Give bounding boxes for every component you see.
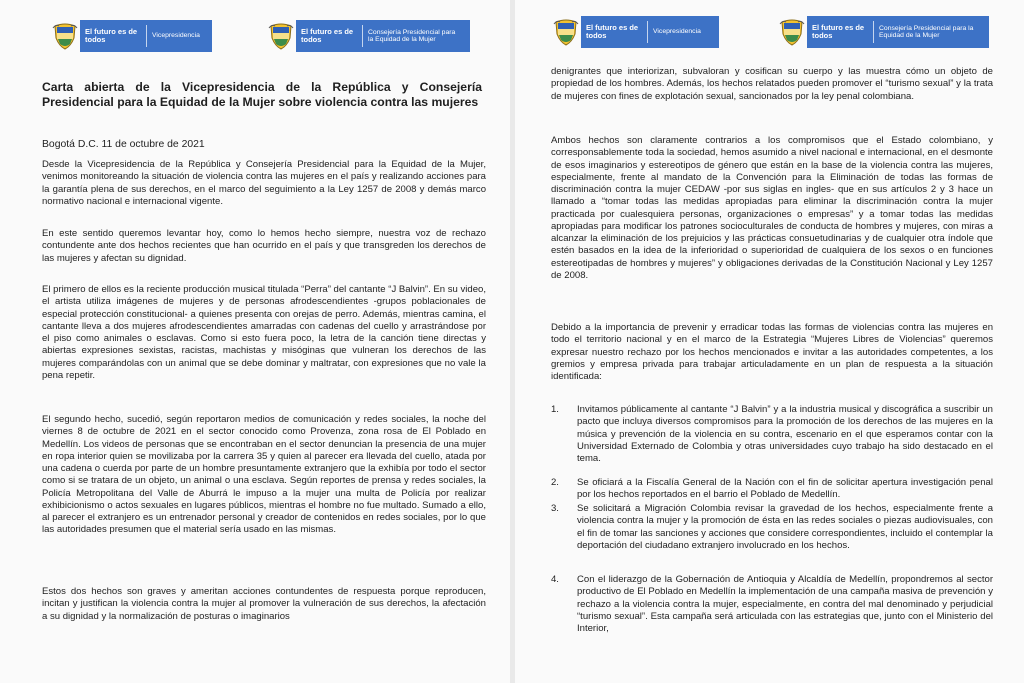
letter-title: Carta abierta de la Vicepresidencia de la República y Consejería Presidencial para la Equidad de la Mujer sobre violencia contra las mujeres bbox=[42, 80, 482, 109]
logo-entity-name: Consejería Presidencial para la Equidad de la Mujer bbox=[368, 28, 456, 43]
list-number: 4. bbox=[551, 574, 559, 585]
letter-date: Bogotá D.C. 11 de octubre de 2021 bbox=[42, 139, 205, 150]
paragraph: El segundo hecho, sucedió, según reportaron medios de comunicación y redes sociales, la noche del viernes 8 de octubre de 2021 en el sector conocido como Provenza, zona rosa de El Poblado en Medellín. Los videos de personas que se encontraban en el sector denuncian la presencia de una mujer en ropa interior quien se movilizaba por la carrera 35 y quien al parecer era llevada del cuello, atada por una cadena o cuerda por parte de un hombre presuntamente extranjero que la exhibía por todo el sector como si se tratara de un objeto, un animal o una esclava. Según reportes de prensa y redes sociales, la Policía Metropolitana del Valle de Aburrá le impuso a la mujer una multa de Policía por realizar exhibicionismo o actos sexuales en lugares públicos, mientras el hombre no fue multado. Sumado a ello, al parecer el extranjero es un entrenador personal y creador de contenidos en redes sociales, por lo que las autoridades presumen que el material sería usado en las mismas. bbox=[42, 414, 486, 536]
consejeria-logo bbox=[777, 16, 989, 48]
list-text: Con el liderazgo de la Gobernación de Antioquia y Alcaldía de Medellín, propondremos al sector productivo de El Poblado en Medellín la implementación de una campaña masiva de prevención y rechazo a la violencia contra la mujer, especialmente, en contra del mal denominado y perjudicial “turismo sexual”. Esta campaña será articulada con las estrategias que, junto con el Ministerio del Interior, bbox=[577, 574, 993, 634]
letter-page-1 bbox=[0, 0, 510, 683]
vicepresidencia-logo bbox=[551, 16, 719, 48]
letter-page-2 bbox=[515, 0, 1024, 683]
list-number: 2. bbox=[551, 477, 559, 488]
colombia-coat-of-arms-icon bbox=[266, 21, 296, 51]
colombia-coat-of-arms-icon bbox=[551, 17, 581, 47]
logo-tagline: El futuro es de todos bbox=[812, 23, 865, 40]
list-number: 3. bbox=[551, 503, 559, 514]
paragraph: denigrantes que interiorizan, subvaloran y cosifican su cuerpo y las muestra cómo un objeto de propiedad de los hombres. Además, los hechos relatados pueden promover el “turismo sexual” y la trata de mujeres con fines de explotación sexual, sancionados por la ley penal colombiana. bbox=[551, 66, 993, 102]
paragraph: Estos dos hechos son graves y ameritan acciones contundentes de respuesta porque reproducen, incitan y justifican la violencia contra la mujer al promover la vulneración de sus derechos, la afectación a su dignidad y la normalización de posturas o imaginarios bbox=[42, 586, 486, 622]
paragraph: Debido a la importancia de prevenir y erradicar todas las formas de violencias contra las mujeres en todo el territorio nacional y en el marco de la Estrategia “Mujeres Libres de Violencias” queremos expresar nuestro rechazo por los hechos mencionados e invitar a las autoridades competentes, a los gremios y empresa privada para trabajar articuladamente en un plan de respuesta a la situación identificada: bbox=[551, 322, 993, 382]
list-text: Invitamos públicamente al cantante “J Balvin” y a la industria musical y discográfica a suscribir un pacto que incluya diversos compromisos para la promoción de los derechos de las mujeres en la música y prevención de la violencia en su contra, escenario en el que esperamos contar con la Universidad Externado de Colombia y otras universidades cuyo trabajo ha sido destacado en el tema. bbox=[577, 404, 993, 464]
logo-tagline: El futuro es de todos bbox=[301, 27, 354, 44]
logo-tagline: El futuro es de todos bbox=[586, 23, 639, 40]
list-item bbox=[551, 477, 993, 502]
list-text: Se solicitará a Migración Colombia revisar la gravedad de los hechos, especialmente frente a violencia contra la mujer y la promoción de ésta en las redes sociales o piezas audiovisuales, con el fin de tomar las sanciones y acciones que considere correspondientes, incluido el contemplar la deportación del ciudadano extranjero involucrado en los hechos. bbox=[577, 503, 993, 551]
logo-tagline: El futuro es de todos bbox=[85, 27, 138, 44]
vicepresidencia-logo bbox=[50, 20, 212, 52]
paragraph: Desde la Vicepresidencia de la República y Consejería Presidencial para la Equidad de la Mujer, venimos monitoreando la situación de violencia contra las mujeres en el país y realizando acciones para la garantía plena de sus derechos, en el marco del seguimiento a la Ley 1257 de 2008 y demás marco normativo nacional e internacional vigente. bbox=[42, 159, 486, 207]
paragraph: El primero de ellos es la reciente producción musical titulada “Perra” del cantante “J Balvin”. En su video, el artista utiliza imágenes de mujeres y de personas afrodescendientes -grupos poblacionales de especial protección constitucional- a quienes presenta con orejas de perro. Además, mientras camina, el cantante lleva a dos mujeres afrodescendientes amarradas con cadenas del cuello y arrastrándose por el piso como animales o esclavas. Como si esto fuera poco, la letra de la canción tiene directas y abiertas expresiones sexistas, racistas, machistas y misóginas que vulneran los derechos de las mujeres comparándolas con un animal que se debe dominar y maltratar, con expresiones que no vale la pena repetir. bbox=[42, 284, 486, 381]
colombia-coat-of-arms-icon bbox=[777, 17, 807, 47]
paragraph: Ambos hechos son claramente contrarios a los compromisos que el Estado colombiano, y corresponsablemente toda la sociedad, hemos asumido a nivel nacional e internacional, en el desmonte de esos imaginarios y estereotipos de género que están en la base de la violencia contra las mujeres, especialmente, frente al mandato de la Convención para la Eliminación de todas las formas de discriminación contra la mujer CEDAW -por sus siglas en ingles- que en sus artículos 2 y 3 hace un llamado a “tomar todas las medidas apropiadas para eliminar la discriminación contra la mujer practicada por cualesquiera personas, organizaciones o empresas” y a tomar todas las medidas apropiadas para modificar los patrones socioculturales de conducta de hombres y mujeres, con miras a alcanzar la eliminación de los prejuicios y las prácticas consuetudinarias y de cualquier otra índole que estén basados en la idea de la inferioridad o superioridad de cualquiera de los sexos o en funciones estereotipadas de hombres y mujeres” y obligaciones derivadas de la Constitución Nacional y Ley 1257 de 2008. bbox=[551, 135, 993, 281]
paragraph: En este sentido queremos levantar hoy, como lo hemos hecho siempre, nuestra voz de rechazo contundente ante dos hechos recientes que han ocurrido en el país y que transgreden los derechos de las mujeres y afectan su dignidad. bbox=[42, 228, 486, 264]
list-item bbox=[551, 503, 993, 552]
consejeria-logo bbox=[266, 20, 470, 52]
logo-entity-name: Vicepresidencia bbox=[152, 32, 200, 40]
list-item bbox=[551, 404, 993, 465]
list-number: 1. bbox=[551, 404, 559, 415]
logo-entity-name: Consejería Presidencial para la Equidad de la Mujer bbox=[879, 24, 974, 39]
logo-entity-name: Vicepresidencia bbox=[653, 28, 701, 36]
list-text: Se oficiará a la Fiscalía General de la Nación con el fin de solicitar apertura investigación penal por los hechos reportados en el barrio el Poblado de Medellín. bbox=[577, 477, 993, 501]
list-item bbox=[551, 574, 993, 635]
colombia-coat-of-arms-icon bbox=[50, 21, 80, 51]
